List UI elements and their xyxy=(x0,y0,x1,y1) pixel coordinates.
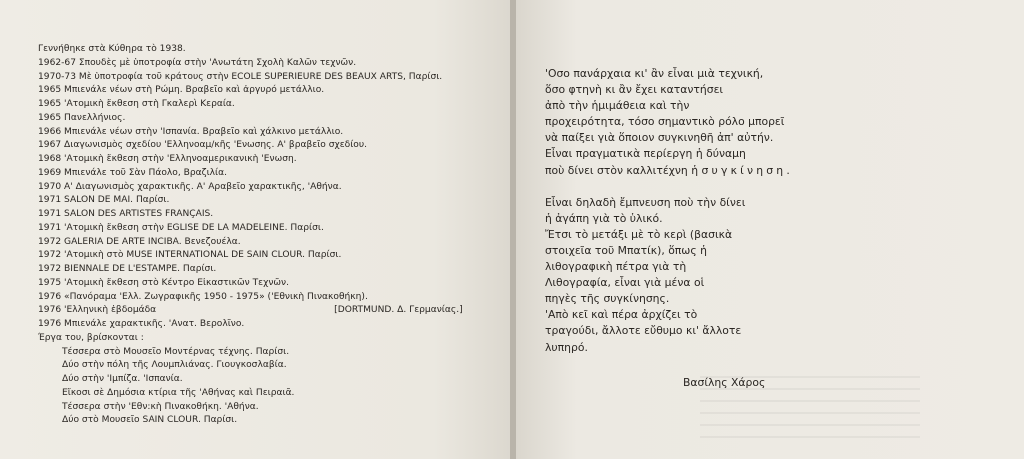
dortmund-note: [DORTMUND. Δ. Γερμανίας.] xyxy=(334,305,463,316)
bio-line: 1967 Διαγωνισμὸς σχεδίου 'Ελληνοαμ/κῆς 'Ενωσης. Α' βραβεῖο σχεδίου. xyxy=(38,140,368,151)
statement-line: νὰ παίξει γιὰ ὅποιον συγκινηθῆ ἀπ' αὐτήν. xyxy=(545,131,774,145)
statement-line: ἀπὸ τὴν ἡμιμάθεια καὶ τὴν xyxy=(545,99,690,113)
bio-line: 1970-73 Μὲ ὑποτροφία τοῦ κράτους στὴν ECOLE SUPERIEURE DES BEAUX ARTS, Παρίσι. xyxy=(38,71,443,82)
statement-text: ποὺ δίνει στὸν καλλιτέχνη ἡ xyxy=(545,163,702,177)
works-item: Δύο στὴν πόλη τῆς Λουμπλιάνας. Γιουγκοσλαβία. xyxy=(62,360,287,371)
bio-line: 1966 Μπιενάλε νέων στὴν 'Ισπανία. Βραβεῖο καὶ χάλκινο μετάλλιο. xyxy=(38,126,344,137)
works-heading: Έργα του, βρίσκονται : xyxy=(38,332,144,343)
bio-line: 1965 'Ατομικὴ ἔκθεση στὴ Γκαλερὶ Κεραία. xyxy=(38,99,235,109)
bio-line-text: 1976 'Ελληνικὴ ἑβδομάδα xyxy=(38,305,157,316)
statement-line: ἡ ἀγάπη γιὰ τὸ ὑλικό. xyxy=(545,211,663,225)
bio-line: 1972 'Ατομικὴ στὸ MUSE INTERNATIONAL DE SAIN CLOUR. Παρίσι. xyxy=(38,250,342,261)
statement-line: τραγούδι, ἄλλοτε εὔθυμο κι' ἄλλοτε xyxy=(545,324,742,338)
statement-line: προχειρότητα, τόσο σημαντικὸ ρόλο μπορεῖ xyxy=(545,115,785,129)
statement-line: πηγὲς τῆς συγκίνησης. xyxy=(545,292,670,306)
works-item: Δύο στὴν 'Ιμπίζα. 'Ισπανία. xyxy=(62,374,183,384)
bio-line: 1972 GALERIA DE ARTE INCIBA. Βενεζουέλα. xyxy=(38,236,241,247)
left-page xyxy=(0,0,510,459)
bio-line: 1971 SALON DE MAI. Παρίσι. xyxy=(38,195,170,206)
paragraph-gap xyxy=(545,179,1005,195)
works-item: Τέσσερα στὴν 'Εθν:κὴ Πινακοθήκη. 'Αθήνα. xyxy=(62,401,259,412)
works-item: Δύο στὸ Μουσεῖο SAIN CLOUR. Παρίσι. xyxy=(62,415,238,426)
bio-line: 1976 Μπιενάλε χαρακτικῆς. 'Ανατ. Βερολῖνο. xyxy=(38,319,245,329)
statement-line: λιθογραφικὴ πέτρα γιὰ τὴ xyxy=(545,260,687,274)
bio-line: 1971 'Ατομικὴ ἔκθεση στὴν EGLISE DE LA MADELEINE. Παρίσι. xyxy=(38,222,324,233)
bio-line: 1971 SALON DES ARTISTES FRANÇAIS. xyxy=(38,209,214,219)
bio-line: 1972 BIENNALE DE L'ESTAMPE. Παρίσι. xyxy=(38,264,217,274)
bio-line: 1975 'Ατομικὴ ἔκθεση στὸ Κέντρο Εἰκαστικῶν Τεχνῶν. xyxy=(38,277,290,288)
statement-line: 'Οσο πανάρχαια κι' ἂν εἶναι μιὰ τεχνική, xyxy=(545,67,764,80)
bio-line: 1965 Πανελλήνιος. xyxy=(38,112,126,123)
works-item: Εἴκοσι σὲ Δημόσια κτίρια τῆς 'Αθήνας καὶ Πειραιᾶ. xyxy=(62,387,295,398)
artist-signature: Βασίλης Χάρος xyxy=(683,376,766,389)
bio-line: 1965 Μπιενάλε νέων στὴ Ρώμη. Βραβεῖο καὶ ἀργυρό μετάλλιο. xyxy=(38,85,325,96)
statement-line: ὅσο φτηνὴ κι ἂν ἔχει καταντήσει xyxy=(545,83,724,97)
emphasized-word: συγκίνηση. xyxy=(701,163,793,177)
bio-line: 1969 Μπιενάλε τοῦ Σὰν Πάολο, Βραζιλία. xyxy=(38,167,228,178)
statement-line: στοιχεῖα τοῦ Μπατίκ), ὅπως ἡ xyxy=(545,243,707,257)
statement-line: Λιθογραφία, εἶναι γιὰ μένα οἱ xyxy=(545,276,705,290)
statement-line xyxy=(545,163,1005,179)
bio-line: 1962-67 Σπουδὲς μὲ ὑποτροφία στὴν 'Ανωτάτη Σχολὴ Καλῶν τεχνῶν. xyxy=(38,57,357,68)
bio-line: 1968 'Ατομικὴ ἔκθεση στὴν 'Ελληνοαμερικανικὴ 'Ενωση. xyxy=(38,154,297,164)
artist-statement xyxy=(545,66,1005,356)
statement-line: Ἔτσι τὸ μετάξι μὲ τὸ κερὶ (βασικὰ xyxy=(545,227,733,241)
biography-list xyxy=(38,43,508,428)
works-item: Τέσσερα στὸ Μουσεῖο Μοντέρνας τέχνης. Παρίσι. xyxy=(62,346,290,357)
statement-line: Εἶναι δηλαδὴ ἔμπνευση ποὺ τὴν δίνει xyxy=(545,195,746,209)
bio-line: Γεννήθηκε στὰ Κύθηρα τὸ 1938. xyxy=(38,44,186,54)
bio-line-dortmund xyxy=(38,304,508,318)
statement-line: 'Απὸ κεῖ καὶ πέρα ἀρχίζει τὸ xyxy=(545,308,698,322)
bio-line: 1970 Α' Διαγωνισμὸς χαρακτικῆς. Α' Αραβεῖο χαρακτικῆς, 'Αθήνα. xyxy=(38,181,342,192)
bio-line: 1976 «Πανόραμα 'Ελλ. Ζωγραφικῆς 1950 - 1975» ('Εθνικὴ Πινακοθήκη). xyxy=(38,291,368,302)
statement-line: Εἶναι πραγματικὰ περίεργη ἡ δύναμη xyxy=(545,147,746,161)
statement-line: λυπηρό. xyxy=(545,340,588,354)
